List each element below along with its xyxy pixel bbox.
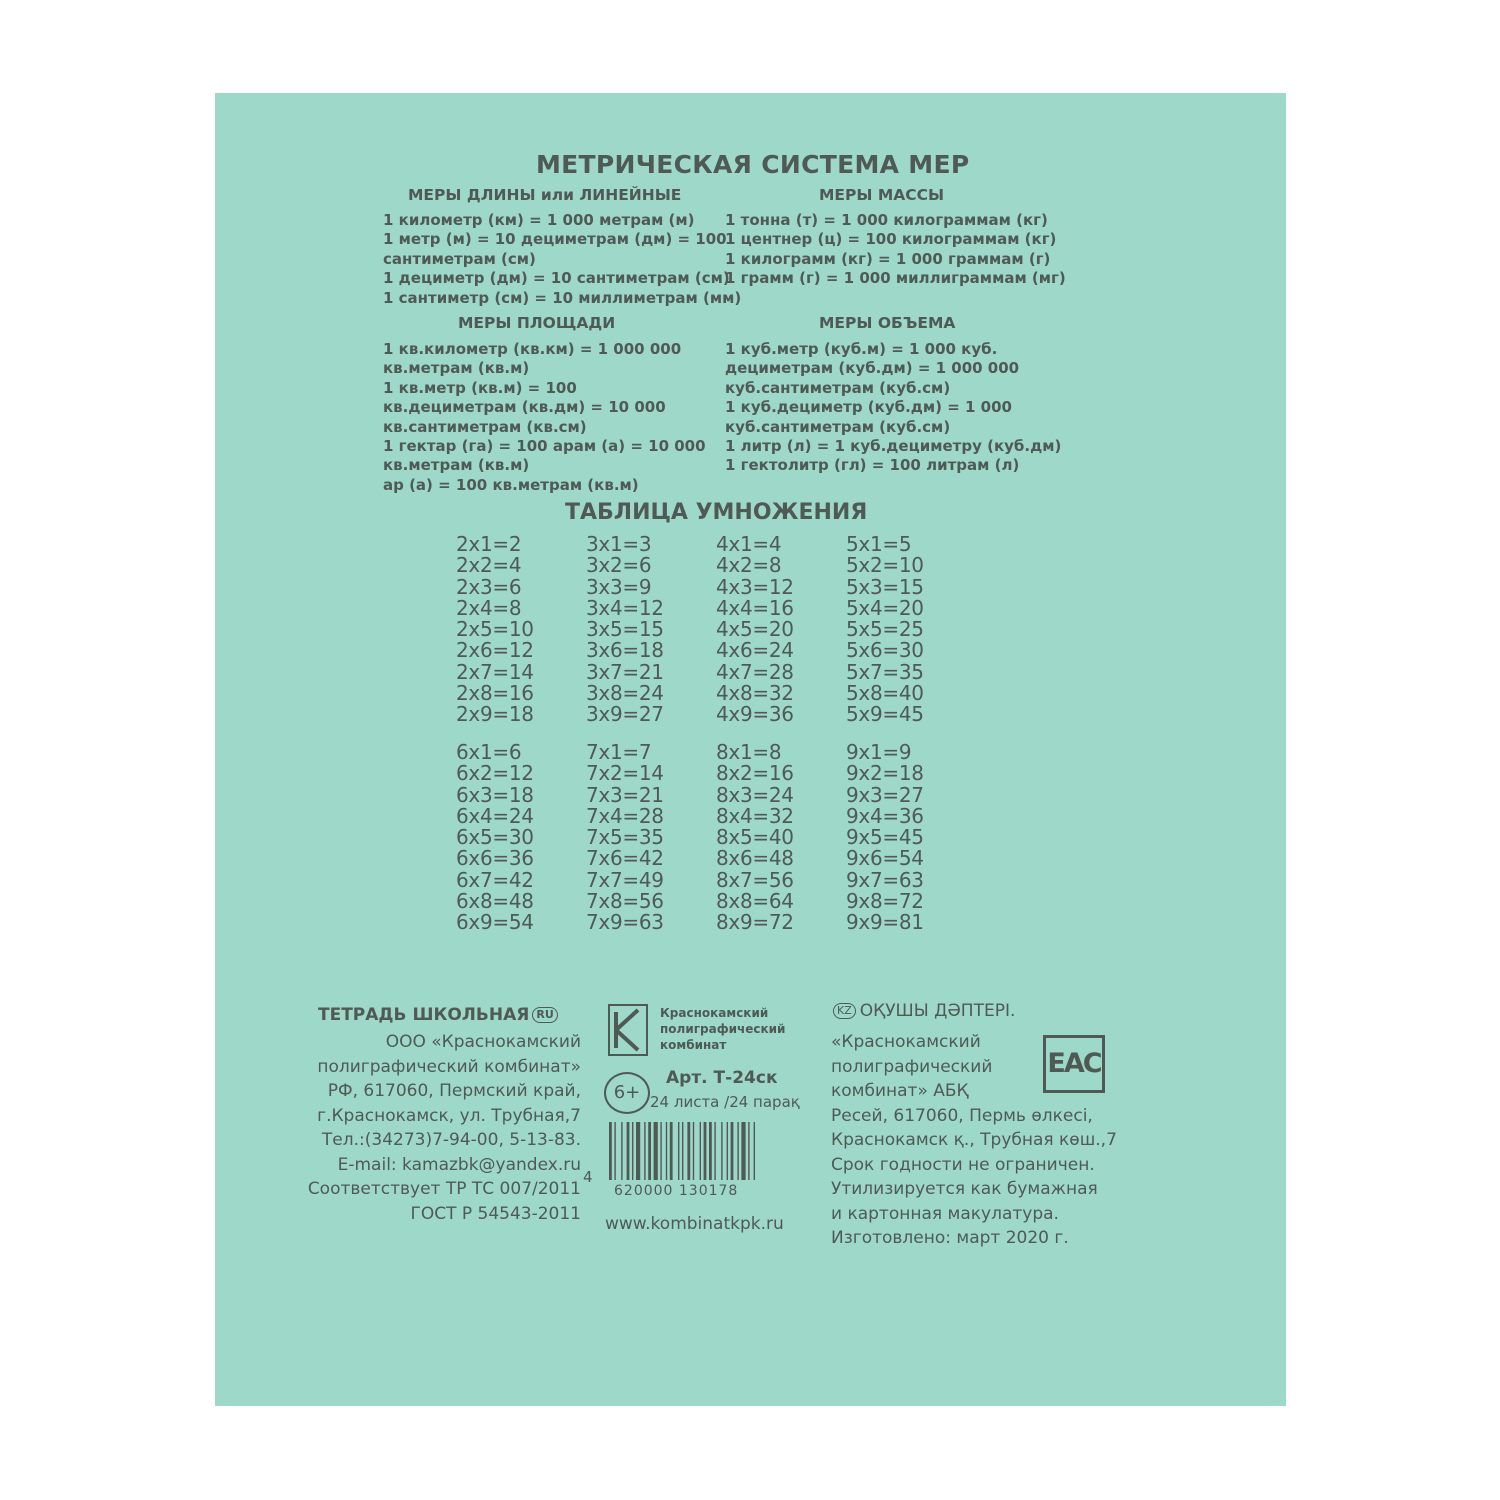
text-line: 8x7=56 <box>716 867 794 892</box>
text-line: 5x2=10 <box>846 553 924 578</box>
text-line: 4x3=12 <box>716 574 794 599</box>
text-line: 1 кв.метр (кв.м) = 100 <box>383 378 577 397</box>
text-line: Тел.:(34273)7-94-00, 5-13-83. <box>321 1130 581 1150</box>
mult-column-2 <box>456 534 534 726</box>
text-line: полиграфический <box>660 1022 786 1036</box>
text-line: Краснокамск қ., Трубная көш.,7 <box>831 1130 1117 1150</box>
text-line: 5x5=25 <box>846 617 924 642</box>
text-line: 5x7=35 <box>846 659 924 684</box>
text-line: 4x5=20 <box>716 617 794 642</box>
text-line: 8x1=8 <box>716 740 782 764</box>
volume-list <box>725 340 1061 476</box>
text-line: 5x3=15 <box>846 574 924 599</box>
text-line: 2x3=6 <box>456 574 522 599</box>
text-line: Утилизируется как бумажная <box>831 1179 1098 1199</box>
text-line: 7x1=7 <box>586 740 652 764</box>
text-line: 9x4=36 <box>846 803 924 828</box>
text-line: 3x2=6 <box>586 553 652 578</box>
text-line: 4x8=32 <box>716 681 794 706</box>
text-line: кв.сантиметрам (кв.см) <box>383 417 587 436</box>
eac-mark: EAC <box>1043 1035 1105 1093</box>
notebook-title-kz <box>833 1001 1015 1021</box>
barcode-first-digit: 4 <box>583 1168 593 1186</box>
text-line: 6x8=48 <box>456 889 534 914</box>
text-line: и картонная макулатура. <box>831 1203 1059 1224</box>
text-line: дециметрам (куб.дм) = 1 000 000 <box>725 359 1020 378</box>
text-line: 9x6=54 <box>846 846 924 871</box>
mult-column-5 <box>846 534 924 726</box>
barcode-number: 620000 130178 <box>614 1183 739 1199</box>
text-line: «Краснокамский <box>831 1032 981 1052</box>
ru-badge: RU <box>532 1007 557 1023</box>
text-line: 9x1=9 <box>846 740 912 764</box>
text-line: 1 метр (м) = 10 дециметрам (дм) = 100 <box>383 230 727 249</box>
text-line: Срок годности не ограничен. <box>831 1154 1095 1175</box>
area-heading: МЕРЫ ПЛОЩАДИ <box>458 314 616 332</box>
text-line: 8x4=32 <box>716 803 794 828</box>
mult-column-8 <box>716 742 794 934</box>
text-line: 3x7=21 <box>586 659 664 684</box>
text-line: 5x6=30 <box>846 638 924 663</box>
text-line: 2x8=16 <box>456 681 534 706</box>
text-line: 4x6=24 <box>716 638 794 663</box>
text-line: 1 тонна (т) = 1 000 килограммам (кг) <box>725 211 1048 229</box>
text-line: куб.сантиметрам (куб.см) <box>725 417 951 436</box>
text-line: 1 гектар (га) = 100 арам (а) = 10 000 <box>383 437 706 456</box>
text-line: 7x4=28 <box>586 803 664 828</box>
text-line: 8x6=48 <box>716 846 794 871</box>
text-line: 7x5=35 <box>586 825 664 850</box>
text-line: 9x3=27 <box>846 782 924 807</box>
text-line: 1 центнер (ц) = 100 килограммам (кг) <box>725 230 1057 249</box>
mass-list <box>725 211 1066 289</box>
notebook-title-kz-text: ОҚУШЫ ДӘПТЕРІ. <box>859 1001 1016 1021</box>
kpk-logo-icon <box>608 1004 648 1056</box>
text-line: кв.метрам (кв.м) <box>383 359 530 378</box>
barcode-icon <box>607 1122 812 1180</box>
text-line: сантиметрам (см) <box>383 249 536 268</box>
notebook-title-ru <box>318 1005 558 1025</box>
notebook-title-ru-text: ТЕТРАДЬ ШКОЛЬНАЯ <box>318 1005 530 1025</box>
text-line: 4x4=16 <box>716 595 794 620</box>
text-line: 9x7=63 <box>846 867 924 892</box>
text-line: 6x6=36 <box>456 846 534 871</box>
manufacturer-info-ru <box>276 1030 581 1226</box>
text-line: E-mail: kamazbk@yandex.ru <box>337 1154 581 1175</box>
text-line: 3x6=18 <box>586 638 664 663</box>
text-line: 6x9=54 <box>456 910 534 935</box>
text-line: 1 кв.километр (кв.км) = 1 000 000 <box>383 340 682 358</box>
website-link: www.kombinatkpk.ru <box>605 1214 784 1234</box>
text-line: 1 килограмм (кг) = 1 000 граммам (г) <box>725 249 1051 268</box>
text-line: 5x9=45 <box>846 702 924 727</box>
multiplication-title: ТАБЛИЦА УМНОЖЕНИЯ <box>565 500 868 525</box>
text-line: 3x8=24 <box>586 681 664 706</box>
text-line: Ресей, 617060, Пермь өлкесі, <box>831 1105 1093 1126</box>
text-line: 7x7=49 <box>586 867 664 892</box>
metric-system-title: МЕТРИЧЕСКАЯ СИСТЕМА МЕР <box>536 150 970 179</box>
text-line: 9x2=18 <box>846 761 924 786</box>
text-line: ар (а) = 100 кв.метрам (кв.м) <box>383 475 639 494</box>
text-line: 1 дециметр (дм) = 10 сантиметрам (см) <box>383 269 730 288</box>
area-list <box>383 340 706 495</box>
text-line: 6x1=6 <box>456 740 522 764</box>
text-line: 4x9=36 <box>716 702 794 727</box>
text-line: 2x4=8 <box>456 595 522 620</box>
mult-column-9 <box>846 742 924 934</box>
text-line: 2x1=2 <box>456 532 522 556</box>
sheet-count: 24 листа /24 парақ <box>650 1093 800 1111</box>
article-number: Арт. Т-24ск <box>666 1068 778 1088</box>
text-line: 4x2=8 <box>716 553 782 578</box>
text-line: г.Краснокамск, ул. Трубная,7 <box>317 1105 581 1126</box>
text-line: ООО «Краснокамский <box>385 1032 581 1052</box>
text-line: 8x9=72 <box>716 910 794 935</box>
text-line: ГОСТ Р 54543-2011 <box>410 1203 581 1224</box>
text-line: комбинат <box>660 1038 727 1052</box>
length-list <box>383 211 741 308</box>
kpk-logo-text <box>660 1005 785 1053</box>
text-line: 3x4=12 <box>586 595 664 620</box>
text-line: 4x1=4 <box>716 532 782 556</box>
text-line: Изготовлено: март 2020 г. <box>831 1228 1069 1248</box>
age-rating-badge: 6+ <box>604 1072 650 1114</box>
text-line: полиграфический <box>831 1056 993 1077</box>
text-line: 4x7=28 <box>716 659 794 684</box>
text-line: кв.метрам (кв.м) <box>383 456 530 475</box>
mult-column-4 <box>716 534 794 726</box>
text-line: 5x4=20 <box>846 595 924 620</box>
text-line: полиграфический комбинат» <box>317 1056 581 1077</box>
mult-column-6 <box>456 742 534 934</box>
text-line: Краснокамский <box>660 1006 769 1020</box>
text-line: 6x4=24 <box>456 803 534 828</box>
text-line: РФ, 617060, Пермский край, <box>327 1081 581 1101</box>
text-line: 2x6=12 <box>456 638 534 663</box>
text-line: 9x9=81 <box>846 910 924 935</box>
text-line: 3x3=9 <box>586 574 652 599</box>
text-line: 2x5=10 <box>456 617 534 642</box>
text-line: 7x6=42 <box>586 846 664 871</box>
text-line: 9x5=45 <box>846 825 924 850</box>
text-line: 7x9=63 <box>586 910 664 935</box>
volume-heading: МЕРЫ ОБЪЕМА <box>819 314 956 332</box>
text-line: 6x2=12 <box>456 761 534 786</box>
mass-heading: МЕРЫ МАССЫ <box>819 186 945 204</box>
text-line: 2x9=18 <box>456 702 534 727</box>
text-line: 8x8=64 <box>716 889 794 914</box>
text-line: 5x8=40 <box>846 681 924 706</box>
text-line: 7x8=56 <box>586 889 664 914</box>
mult-column-7 <box>586 742 664 934</box>
text-line: 7x3=21 <box>586 782 664 807</box>
text-line: комбинат» АБҚ <box>831 1081 969 1101</box>
text-line: 1 сантиметр (см) = 10 миллиметрам (мм) <box>383 288 742 307</box>
text-line: 9x8=72 <box>846 889 924 914</box>
kz-badge: KZ <box>833 1003 856 1019</box>
text-line: куб.сантиметрам (куб.см) <box>725 378 951 397</box>
text-line: 8x3=24 <box>716 782 794 807</box>
text-line: 3x1=3 <box>586 532 652 556</box>
text-line: 1 грамм (г) = 1 000 миллиграммам (мг) <box>725 269 1066 288</box>
text-line: 2x7=14 <box>456 659 534 684</box>
text-line: 7x2=14 <box>586 761 664 786</box>
text-line: 5x1=5 <box>846 532 912 556</box>
text-line: 6x7=42 <box>456 867 534 892</box>
text-line: 3x9=27 <box>586 702 664 727</box>
text-line: 1 литр (л) = 1 куб.дециметру (куб.дм) <box>725 437 1062 456</box>
text-line: кв.дециметрам (кв.дм) = 10 000 <box>383 398 666 417</box>
text-line: 6x5=30 <box>456 825 534 850</box>
text-line: 1 куб.дециметр (куб.дм) = 1 000 <box>725 398 1012 417</box>
text-line: 3x5=15 <box>586 617 664 642</box>
text-line: 1 гектолитр (гл) = 100 литрам (л) <box>725 456 1020 475</box>
text-line: Соответствует ТР ТС 007/2011 <box>307 1179 581 1199</box>
text-line: 1 куб.метр (куб.м) = 1 000 куб. <box>725 340 998 358</box>
text-line: 1 километр (км) = 1 000 метрам (м) <box>383 211 695 229</box>
length-heading: МЕРЫ ДЛИНЫ или ЛИНЕЙНЫЕ <box>408 186 682 204</box>
mult-column-3 <box>586 534 664 726</box>
eac-mark-icon <box>1043 1035 1103 1091</box>
text-line: 8x2=16 <box>716 761 794 786</box>
text-line: 2x2=4 <box>456 553 522 578</box>
text-line: 8x5=40 <box>716 825 794 850</box>
text-line: 6x3=18 <box>456 782 534 807</box>
